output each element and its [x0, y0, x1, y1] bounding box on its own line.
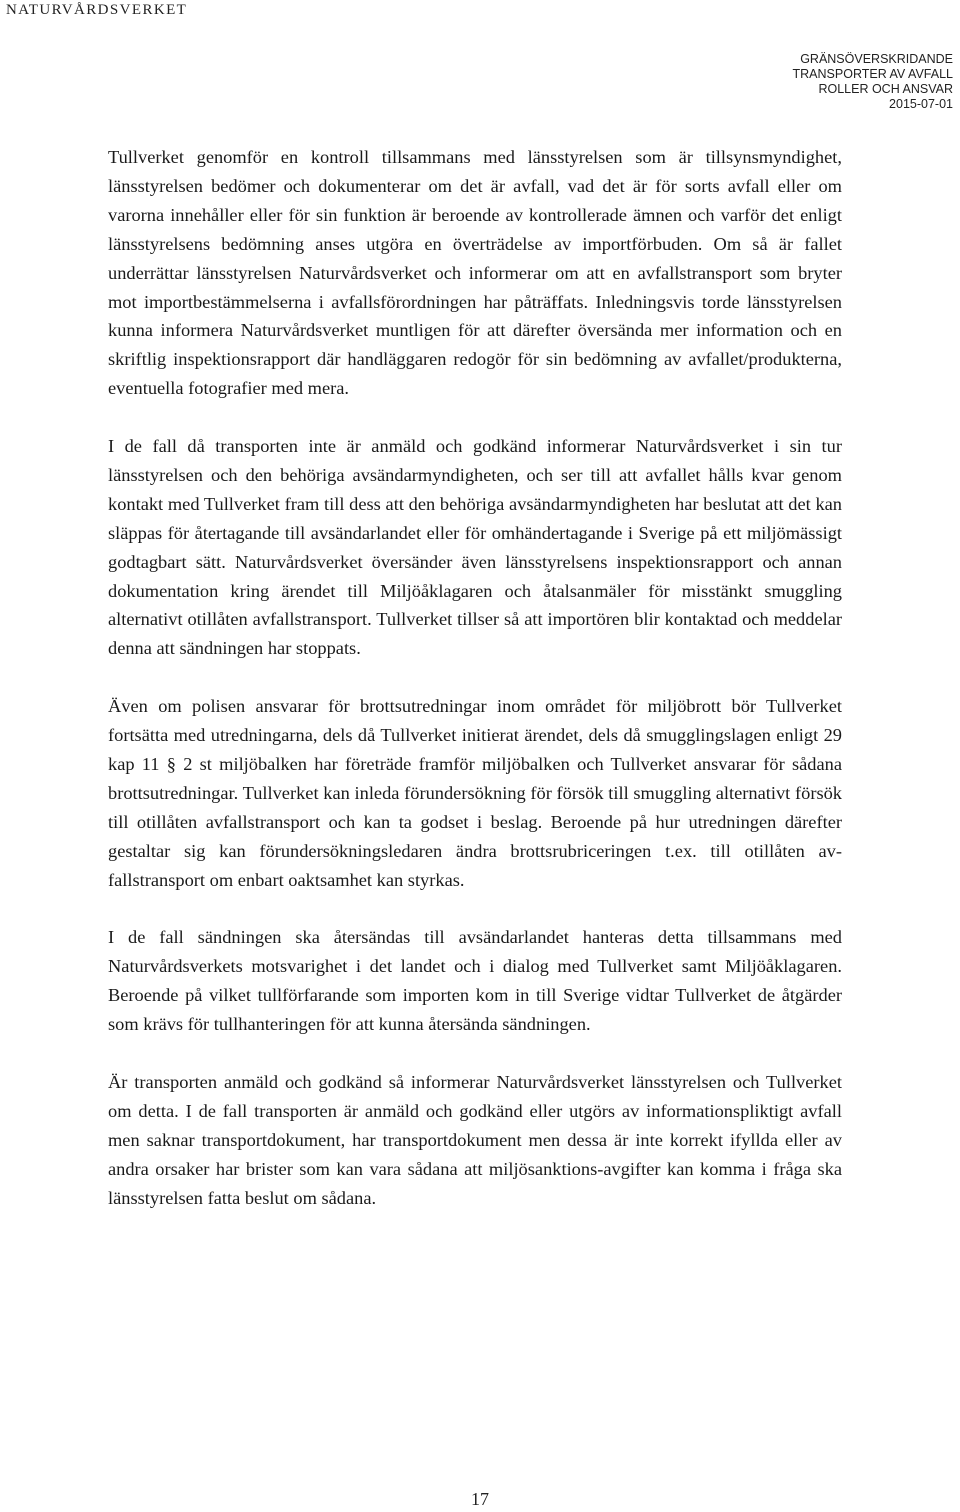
paragraph-customs-control: Tullverket genomför en kontroll tillsammans med länsstyrelsen som är tillsynsmyndighet, länsstyrelsen bedömer och dokumenterar om det är avfall, vad det är för sorts avfall eller om varorna innehåller eller för sin funktion är beroende av kontrollerade ämnen och varför det enligt länsstyrelsens bedömning anses utgöra en överträdelse av importförbuden. Om så är fallet underrättar länsstyrelsen Naturvårdsverket och informerar om att en avfallstransport som bryter mot importbestämmelserna i avfallsförordningen har påträffats. Inledningsvis torde länsstyrelsen kunna informera Naturvårdsverket muntligen för att därefter översända mer information och en skriftlig inspektionsrapport där handläggaren redogör för sin bedömning av avfallet/produkterna, eventuella fotografier med mera. [108, 147, 842, 399]
paragraph-return-shipment: I de fall sändningen ska återsändas till avsändarlandet hanteras detta tillsammans med Naturvårdsverkets motsvarighet i det landet och i dialog med Tullverket samt Miljöåklagaren. Beroende på vilket tullförfarande som importen kom in till Sverige vidtar Tullverket de åtgärder som krävs för tullhanteringen för att kunna återsända sändningen. [108, 927, 842, 1035]
document-meta [793, 52, 953, 112]
paragraph-unnotified-transport: I de fall då transporten inte är anmäld och godkänd informerar Naturvårdsverket i sin tur länsstyrelsen och den behöriga avsändarmyndigheten, och ser till att avfallet hålls kvar genom kontakt med Tullverket fram till dess att den behöriga avsändarmyndigheten har beslutat att det kan släppas för återtagande till avsändarlandet eller för omhändertagande i Sverige på ett miljömässigt godtagbart sätt. Naturvårdsverket översänder även länsstyrelsens inspektionsrapport och annan dokumentation kring ärendet till Miljöåklagaren och åtalsanmäler för misstänkt smuggling alternativt otillåten avfallstransport. Tullverket tillser så att importören blir kontaktad och meddelar denna att sändningen har stoppats. [108, 436, 842, 659]
document-subtitle: ROLLER OCH ANSVAR [818, 82, 953, 96]
organization-name: NATURVÅRDSVERKET [6, 2, 188, 18]
body-text [108, 143, 842, 1241]
document-category: GRÄNSÖVERSKRIDANDE [800, 52, 953, 66]
page-number: 17 [471, 1489, 489, 1509]
paragraph-criminal-investigation: Även om polisen ansvarar för brottsutredningar inom området för miljöbrott bör Tullverket fortsätta med utredningarna, dels då Tullverket initierat ärendet, dels då smugglingslagen enligt 29 kap 11 § 2 st miljöbalken har företräde framför miljöbalken och Tullverket ansvarar för sådana brottsutredningar. Tullverket kan inleda förundersökning för försök till smuggling alternativt försök till otillåten avfallstransport och kan ta godset i beslag. Beroende på hur utredningen därefter gestaltar sig kan förundersökningsledaren ändra brottsrubriceringen t.ex. till otillåten avfallstransport om enbart oaktsamhet kan styrkas. [108, 696, 842, 890]
document-topic: TRANSPORTER AV AVFALL [792, 67, 953, 81]
document-date: 2015-07-01 [889, 97, 953, 111]
paragraph-notified-transport: Är transporten anmäld och godkänd så informerar Naturvårdsverket länsstyrelsen och Tullverket om detta. I de fall transporten är anmäld och godkänd eller utgörs av informationspliktigt avfall men saknar transportdokument, har transportdokument men dessa är inte korrekt ifyllda eller av andra orsaker har brister som kan vara sådana att miljösanktions-avgifter kan komma i fråga ska länsstyrelsen fatta beslut om sådana. [108, 1071, 842, 1208]
